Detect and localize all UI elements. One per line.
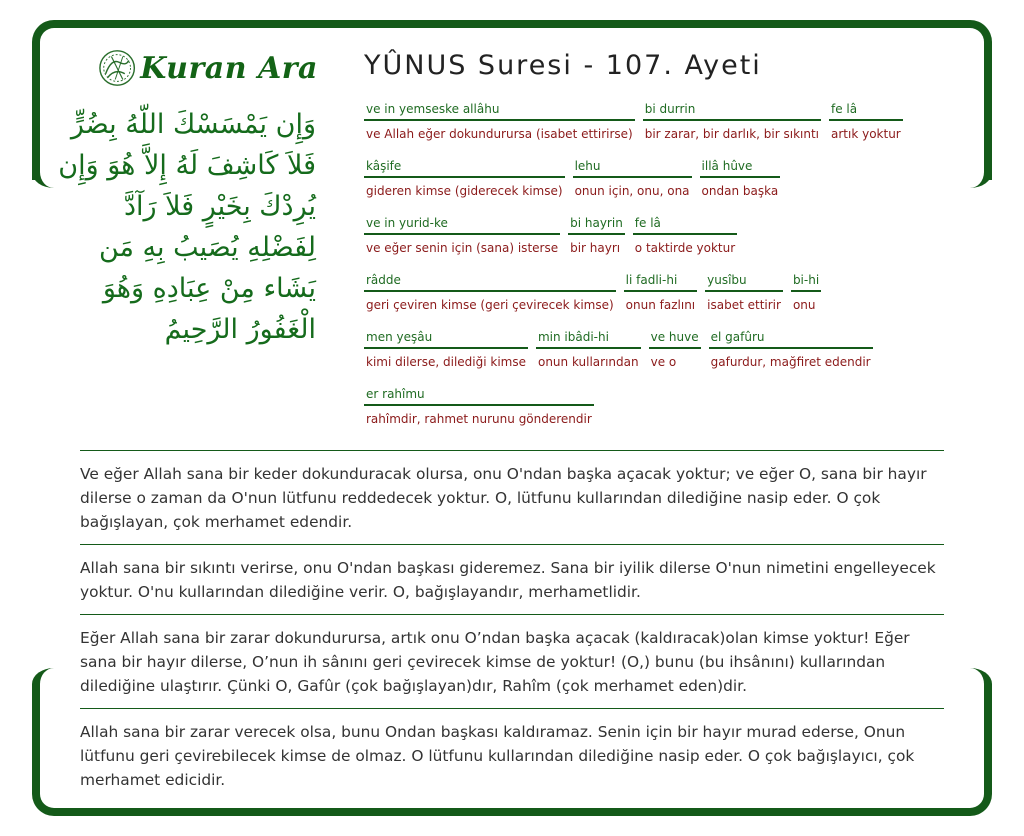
logo-text: Kuran Ara [140, 50, 318, 86]
word-transliteration: yusîbu [705, 273, 783, 292]
word-transliteration: bi-hi [791, 273, 821, 292]
word-meaning: artık yoktur [831, 127, 901, 141]
word-item [829, 102, 903, 145]
word-transliteration: li fadli-hi [624, 273, 697, 292]
word-meaning: kimi dilerse, dilediği kimse [366, 355, 526, 369]
frame-bottom-right-cap [962, 668, 992, 684]
arabic-verse: وَإِن يَمْسَسْكَ اللّهُ بِضُرٍّ فَلاَ كَاشِفَ لَهُ إِلاَّ هُوَ وَإِن يُرِدْكَ بِخَيْرٍ فَلاَ رَآدَّ لِفَضْلِهِ يُصَيبُ بِهِ مَن يَشَاء مِنْ عِبَادِهِ وَهُوَ الْغَفُورُ الرَّحِيمُ [58, 109, 316, 345]
quran-emblem-icon [98, 48, 136, 88]
translation-item: Allah sana bir zarar verecek olsa, bunu Ondan başkası kaldıramaz. Senin için bir hayır murad ederse, Onun lütfunu geri çevirebilecek kimse de olmaz. O lütfunu kullarından dilediğine nasip eder. O çok bağışlayıcı, çok merhamet edicidir. [80, 708, 944, 802]
word-item [364, 387, 594, 430]
word-row [364, 330, 924, 373]
word-meaning: bir hayrı [570, 241, 621, 255]
word-item [364, 273, 616, 316]
word-item [536, 330, 641, 373]
word-row [364, 102, 924, 145]
word-transliteration: fe lâ [829, 102, 903, 121]
word-transliteration: kâşife [364, 159, 565, 178]
word-meaning: onu [792, 298, 816, 312]
word-meaning: bir zarar, bir darlık, bir sıkıntı [644, 127, 819, 141]
word-item [568, 216, 625, 259]
word-item [364, 102, 635, 145]
word-transliteration: fe lâ [633, 216, 737, 235]
word-meaning: ve o [650, 355, 677, 369]
word-item [705, 273, 783, 316]
page-title: YÛNUS Suresi - 107. Ayeti [364, 50, 762, 81]
word-transliteration: er rahîmu [364, 387, 594, 406]
word-item [643, 102, 821, 145]
word-row [364, 216, 924, 259]
frame-bottom-left-cap [32, 668, 62, 684]
word-transliteration: ve huve [649, 330, 701, 349]
word-meaning: ve Allah eğer dokundurursa (isabet ettirirse) [366, 127, 633, 141]
word-transliteration: bi durrin [643, 102, 821, 121]
word-transliteration: men yeşâu [364, 330, 528, 349]
word-by-word-breakdown [364, 102, 924, 444]
word-item [573, 159, 692, 202]
word-transliteration: el gafûru [709, 330, 873, 349]
word-transliteration: ve in yemseske allâhu [364, 102, 635, 121]
word-transliteration: min ibâdi-hi [536, 330, 641, 349]
word-row [364, 159, 924, 202]
word-transliteration: ve in yurid-ke [364, 216, 560, 235]
word-item [364, 216, 560, 259]
word-meaning: gafurdur, mağfiret edendir [710, 355, 871, 369]
translations-list [80, 450, 944, 802]
word-item [791, 273, 821, 316]
word-meaning: rahîmdir, rahmet nurunu gönderendir [366, 412, 592, 426]
word-item [700, 159, 781, 202]
word-meaning: onun fazlını [625, 298, 696, 312]
word-meaning: isabet ettirir [707, 298, 781, 312]
translation-item: Ve eğer Allah sana bir keder dokunduracak olursa, onu O'ndan başka açacak yoktur; ve eğer O, sana bir hayır dilerse o zaman da O'nun lütfunu reddedecek yoktur. O, lütfunu kullarından dilediğine nasip eder. O çok bağışlayan, çok merhamet edendir. [80, 450, 944, 544]
word-meaning: ondan başka [701, 184, 779, 198]
word-item [649, 330, 701, 373]
frame-top-right-cap [962, 172, 992, 188]
word-item [364, 159, 565, 202]
word-meaning: geri çeviren kimse (geri çevirecek kimse) [366, 298, 614, 312]
word-meaning: onun kullarından [537, 355, 639, 369]
word-transliteration: râdde [364, 273, 616, 292]
word-transliteration: bi hayrin [568, 216, 625, 235]
word-meaning: ve eğer senin için (sana) isterse [366, 241, 559, 255]
word-meaning: gideren kimse (giderecek kimse) [366, 184, 563, 198]
translation-item: Allah sana bir sıkıntı verirse, onu O'ndan başkası gideremez. Sana bir iyilik dilerse O'nun nimetini engelleyecek yoktur. O'nu kullarından dilediğine verir. O, bağışlayandır, merhametlidir. [80, 544, 944, 614]
word-row [364, 387, 924, 430]
word-meaning: onun için, onu, ona [574, 184, 690, 198]
word-item [364, 330, 528, 373]
word-item [633, 216, 737, 259]
word-row [364, 273, 924, 316]
word-item [624, 273, 697, 316]
word-transliteration: illâ hûve [700, 159, 781, 178]
translation-item: Eğer Allah sana bir zarar dokundurursa, artık onu O’ndan başka açacak (kaldıracak)olan kimse yoktur! Eğer sana bir hayır dilerse, O’nun ih sânını geri çevirecek kimse de yoktur! (O,) bunu (bu ihsânını) kullarından dilediğine ulaştırır. Çünki O, Gafûr (çok bağışlayan)dır, Rahîm (çok merhamet eden)dir. [80, 614, 944, 708]
word-item [709, 330, 873, 373]
word-meaning: o taktirde yoktur [634, 241, 736, 255]
word-transliteration: lehu [573, 159, 692, 178]
site-logo[interactable] [98, 46, 318, 90]
